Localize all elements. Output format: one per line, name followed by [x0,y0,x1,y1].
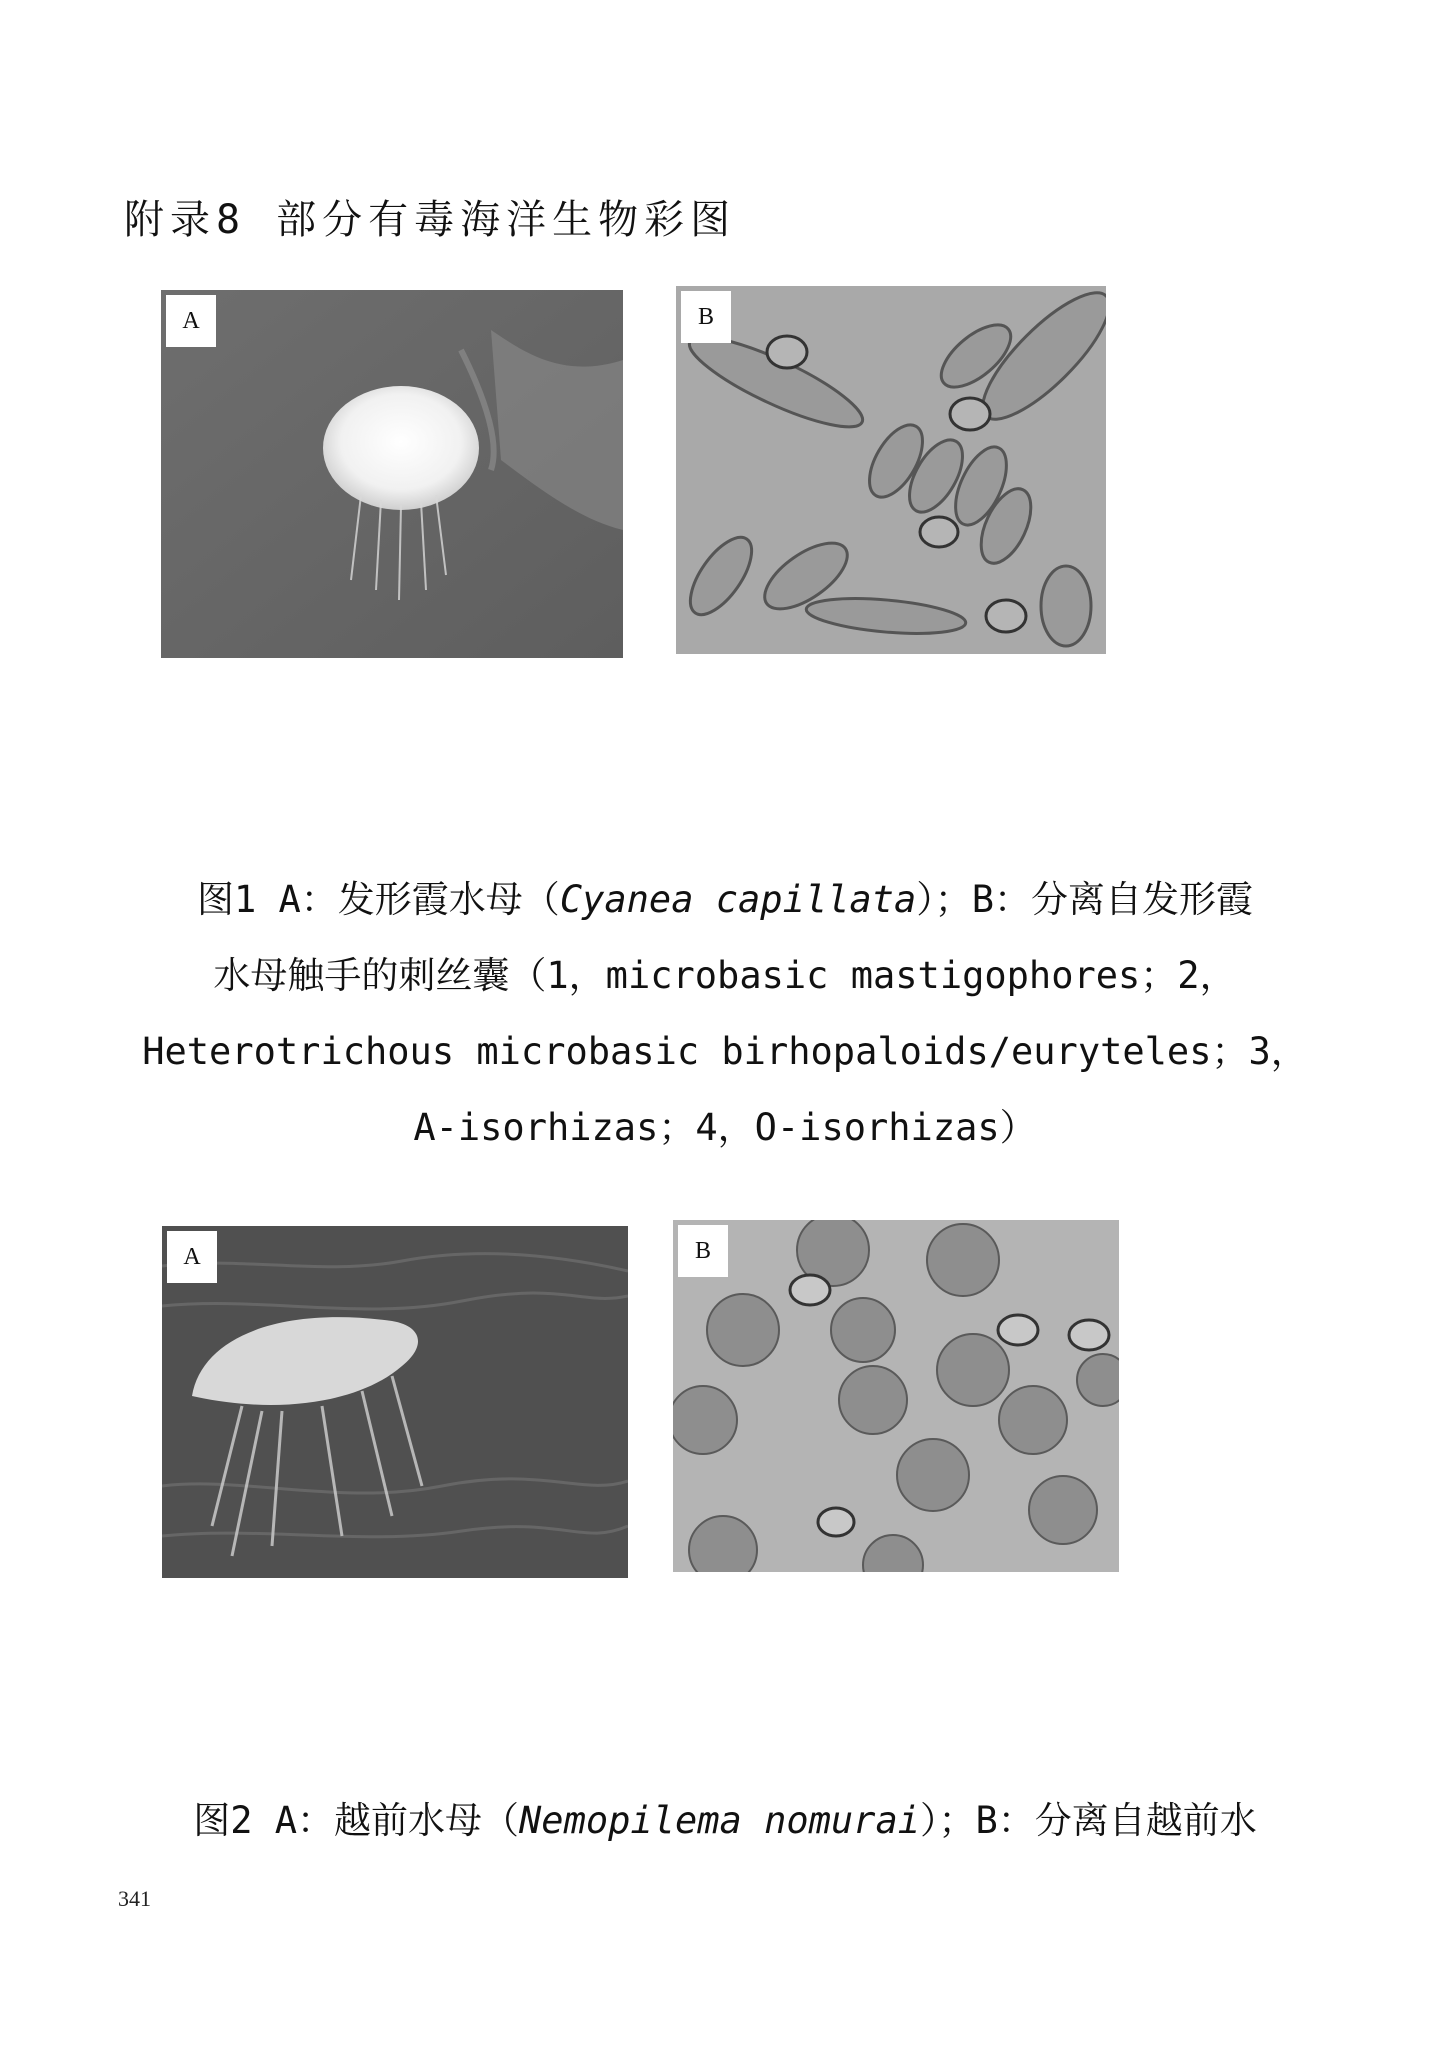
figure1-photo-b [676,286,1106,654]
figure2-photo-a [162,1226,628,1578]
figure1-caption-line3: Heterotrichous microbasic birhopaloids/euryteles；3， [142,1030,1308,1073]
figure2-panel-a-label: A [167,1231,217,1283]
figure1-panel-b-label: B [681,291,731,343]
figure1-caption [110,862,1340,1166]
caption-text: ）；B：分离自发形霞 [916,878,1254,921]
figure1-caption-line4: A-isorhizas；4，O-isorhizas） [413,1106,1037,1149]
figure1-caption-line1 [110,862,1340,938]
figure1-caption-line2: 水母触手的刺丝囊（1，microbasic mastigophores；2， [213,954,1237,997]
figure2-photo-b [673,1220,1119,1572]
species-name: Nemopilema nomurai [519,1799,920,1842]
species-name: Cyanea capillata [559,878,917,921]
caption-text: 图1 A：发形霞水母（ [196,878,560,921]
figure1-photo-a [161,290,623,658]
figure1-panel-a-label: A [166,295,216,347]
figure2-caption [110,1783,1340,1859]
page-number: 341 [118,1886,151,1911]
appendix-heading: 附录8 部分有毒海洋生物彩图 [124,197,737,243]
figure2-panel-b-label: B [678,1225,728,1277]
caption-text: ）；B：分离自越前水 [920,1799,1257,1842]
caption-text: 图2 A：越前水母（ [193,1799,520,1842]
figure2-caption-line1 [110,1783,1340,1859]
